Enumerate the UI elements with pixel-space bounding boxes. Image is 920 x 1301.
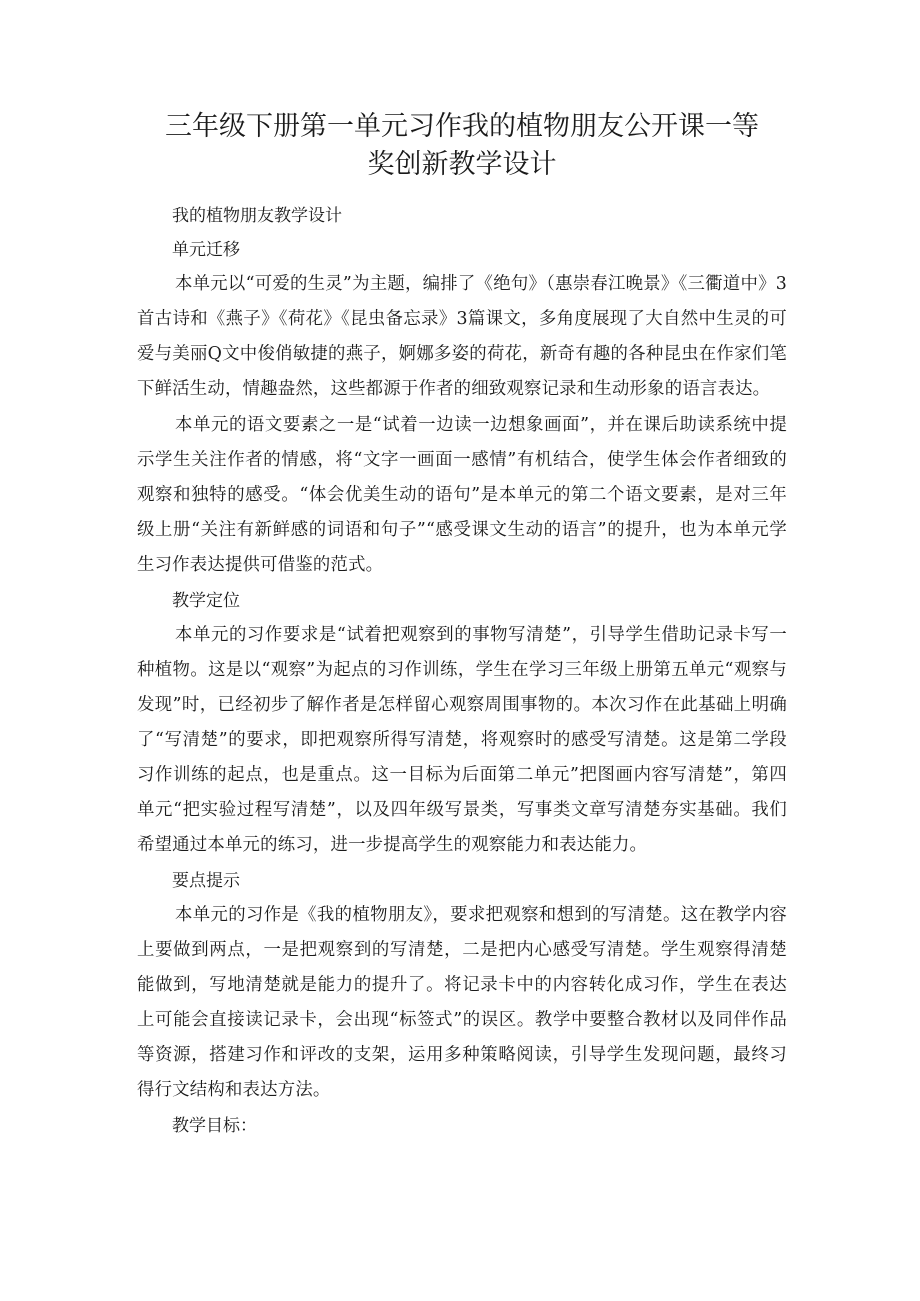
- paragraph-key-points: 本单元的习作是《我的植物朋友》，要求把观察和想到的写清楚。这在教学内容上要做到两点，一是把观察到的写清楚，二是把内心感受写清楚。学生观察得清楚能做到，写地清楚就是能力的提升了。将记录卡中的内容转化成习作，学生在表达上可能会直接读记录卡，会出现“标签式”的误区。教学中要整合教材以及同伴作品等资源，搭建习作和评改的支架，运用多种策略阅读，引导学生发现问题，最终习得行文结构和表达方法。: [137, 905, 787, 1100]
- document-title-line-2: 奖创新教学设计: [367, 149, 557, 180]
- document-title: [137, 108, 787, 184]
- document-page: [137, 108, 787, 1143]
- document-subtitle: 我的植物朋友教学设计: [172, 206, 342, 226]
- section-heading-unit-transfer: 单元迁移: [172, 240, 240, 260]
- section-heading-teaching-position: 教学定位: [172, 591, 240, 611]
- paragraph-unit-theme: 本单元以“可爱的生灵”为主题，编排了《绝句》（惠崇春江晚景》《三衢道中》3首古诗和《燕子》《荷花》《昆虫备忘录》3篇课文，多角度展现了大自然中生灵的可爱与美丽Q文中俊俏敏捷的燕子，婀娜多姿的荷花，新奇有趣的各种昆虫在作家们笔下鲜活生动，情趣盎然，这些都源于作者的细致观察记录和生动形象的语言表达。: [137, 274, 787, 399]
- document-title-line-1: 三年级下册第一单元习作我的植物朋友公开课一等: [165, 111, 759, 142]
- section-heading-key-points: 要点提示: [172, 871, 240, 891]
- paragraph-writing-requirement: 本单元的习作要求是“试着把观察到的事物写清楚”，引导学生借助记录卡写一种植物。这是以“观察”为起点的习作训练，学生在学习三年级上册第五单元“观察与发现”时，已经初步了解作者是怎样留心观察周围事物的。本次习作在此基础上明确了“写清楚”的要求，即把观察所得写清楚，将观察时的感受写清楚。这是第二学段习作训练的起点，也是重点。这一目标为后面第二单元”把图画内容写清楚”，第四单元“把实验过程写清楚”，以及四年级写景类，写事类文章写清楚夯实基础。我们希望通过本单元的练习，进一步提高学生的观察能力和表达能力。: [137, 625, 787, 855]
- section-heading-teaching-goals: 教学目标：: [172, 1116, 257, 1136]
- paragraph-language-elements: 本单元的语文要素之一是“试着一边读一边想象画面”，并在课后助读系统中提示学生关注作者的情感，将“文字一画面一感情”有机结合，使学生体会作者细致的观察和独特的感受。“体会优美生动的语句”是本单元的第二个语文要素，是对三年级上册“关注有新鲜感的词语和句子”“感受课文生动的语言”的提升，也为本单元学生习作表达提供可借鉴的范式。: [137, 415, 787, 575]
